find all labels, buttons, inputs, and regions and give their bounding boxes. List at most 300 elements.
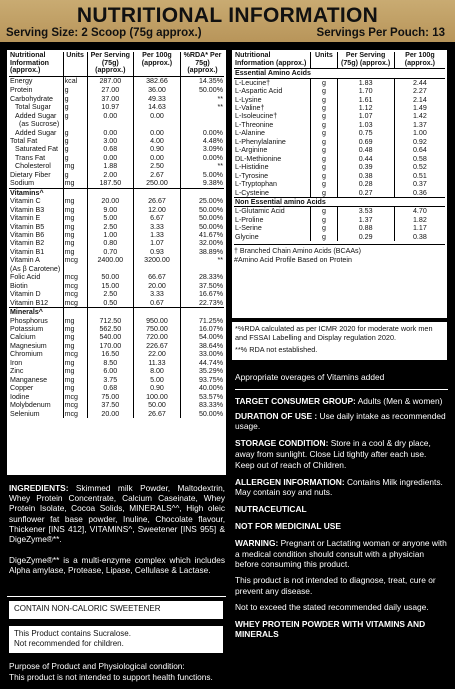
sucralose-box — [9, 626, 223, 653]
table-cell: L-Proline — [235, 215, 264, 224]
table-cell: g — [63, 129, 87, 137]
table-cell: Vitamin A — [10, 256, 40, 265]
table-row — [9, 162, 224, 170]
table-cell: Per 100g (approx.) — [394, 52, 445, 69]
table-row — [234, 78, 445, 87]
table-cell: 3.33 — [133, 290, 180, 298]
table-cell: g — [63, 103, 87, 111]
non-caloric-box: CONTAIN NON-CALORIC SWEETENER — [9, 601, 223, 619]
table-cell: Zinc — [10, 367, 24, 376]
table-cell: mcg — [63, 410, 87, 418]
table-cell: mcg — [63, 273, 87, 281]
table-cell: 37.00 — [87, 95, 133, 103]
table-row — [9, 112, 224, 120]
table-cell: Added Sugar — [15, 111, 57, 120]
table-cell: 44.74% — [181, 359, 225, 367]
table-cell: 2400.00 — [87, 256, 133, 264]
table-cell: mg — [63, 231, 87, 239]
whey-title: WHEY PROTEIN POWDER WITH VITAMINS AND MINERALS — [235, 618, 426, 640]
table-cell: %RDA* Per 75g) (approx.) — [181, 52, 225, 76]
table-row — [9, 410, 224, 418]
table-cell: 2.50 — [87, 290, 133, 298]
table-row — [234, 207, 445, 216]
table-cell: mg — [63, 333, 87, 341]
table-cell: g — [63, 145, 87, 153]
table-cell — [133, 120, 180, 128]
table-cell: 0.00 — [133, 112, 180, 120]
table-cell: 6.67 — [133, 214, 180, 222]
table-cell: L-Alanine — [235, 129, 265, 138]
table-cell — [181, 188, 225, 197]
table-cell: 20.00 — [133, 282, 180, 290]
table-row — [234, 121, 445, 129]
table-header-row — [9, 52, 224, 76]
table-cell: L-Histidine — [235, 163, 269, 172]
table-cell: 0.93 — [133, 248, 180, 256]
table-row — [9, 393, 224, 401]
duration-of-use: DURATION OF USE : Use daily intake as recommended usage. — [235, 410, 446, 432]
nutrition-table-box — [7, 50, 226, 475]
table-cell: 100.00 — [133, 393, 180, 401]
table-row — [9, 214, 224, 222]
table-cell: g — [311, 233, 337, 241]
table-row — [234, 155, 445, 163]
table-cell: 50.00 — [133, 401, 180, 409]
table-cell: 26.67 — [133, 410, 180, 418]
table-cell: 11.33 — [133, 359, 180, 367]
table-cell: Non Essential amino Acids — [234, 197, 445, 206]
table-cell: 8.00 — [133, 367, 180, 375]
table-cell: Vitamins^ — [9, 188, 63, 197]
table-cell: 1.00 — [87, 231, 133, 239]
not-medicinal-label: NOT FOR MEDICINAL USE — [235, 520, 341, 531]
table-cell — [181, 265, 225, 273]
table-cell: 3.75 — [87, 376, 133, 384]
table-row — [9, 350, 224, 358]
table-cell: Magnesium — [10, 341, 47, 350]
table-cell: 2.14 — [394, 96, 445, 104]
table-cell: 50.00% — [181, 223, 225, 231]
table-cell: 720.00 — [133, 333, 180, 341]
table-cell: 0.68 — [87, 145, 133, 153]
table-cell: Molybdenum — [10, 401, 51, 410]
table-cell: DL-Methionine — [235, 154, 282, 163]
table-cell: L-Lysine — [235, 95, 262, 104]
table-cell: mcg — [63, 282, 87, 290]
amino-acid-table — [234, 52, 445, 241]
table-cell: 187.50 — [87, 179, 133, 188]
table-cell: 3.09% — [181, 145, 225, 153]
table-cell — [63, 308, 87, 317]
table-cell — [133, 188, 180, 197]
table-cell: g — [311, 121, 337, 129]
not-exceed-text: Not to exceed the stated recommended daily usage. — [235, 601, 429, 612]
table-cell: 0.39 — [337, 163, 394, 171]
table-cell: mcg — [63, 256, 87, 264]
table-cell: 1.07 — [337, 112, 394, 120]
group-header-row — [234, 197, 445, 206]
table-row — [9, 154, 224, 162]
table-cell: 49.33 — [133, 95, 180, 103]
table-cell: 0.27 — [337, 189, 394, 198]
table-cell: 54.00% — [181, 333, 225, 341]
table-cell: Energy — [10, 76, 33, 85]
warning-text: WARNING: Pregnant or Lactating woman or anyone with a medical condition should consult with a physician before consuming this product. — [235, 537, 447, 570]
table-cell: mg — [63, 162, 87, 170]
table-cell: 66.67 — [133, 273, 180, 281]
table-cell: 0.00 — [87, 129, 133, 137]
table-cell: Sodium — [10, 179, 35, 188]
table-cell: 0.69 — [337, 138, 394, 146]
table-cell: 0.44 — [337, 155, 394, 163]
table-cell: Vitamin B3 — [10, 205, 45, 214]
rda-note-line2: **% RDA not established. — [235, 345, 318, 355]
table-cell: 0.37 — [394, 180, 445, 188]
bcaa-footnote: † Branched Chain Amino Acids (BCAAs) — [234, 247, 361, 256]
table-cell: Per Serving (75g) (approx.) — [87, 52, 133, 76]
table-row — [9, 376, 224, 384]
table-row — [234, 163, 445, 171]
table-cell: 1.17 — [394, 224, 445, 232]
table-cell: Saturated Fat — [15, 145, 58, 154]
table-cell: 5.00 — [133, 376, 180, 384]
table-cell: g — [311, 87, 337, 95]
table-cell: 1.12 — [337, 104, 394, 112]
table-cell: Vitamin E — [10, 214, 41, 223]
table-cell: mg — [63, 239, 87, 247]
table-row — [9, 401, 224, 409]
table-cell: 1.07 — [133, 239, 180, 247]
table-cell: 0.80 — [87, 239, 133, 247]
table-cell: mg — [63, 197, 87, 205]
table-cell: 0.00 — [87, 112, 133, 120]
table-cell: 12.00 — [133, 206, 180, 214]
table-row — [9, 367, 224, 375]
table-cell: 22.73% — [181, 299, 225, 308]
servings-per-pouch: Servings Per Pouch: 13 — [316, 27, 445, 39]
table-cell: Potassium — [10, 324, 44, 333]
serving-size: Serving Size: 2 Scoop (75g approx.) — [6, 27, 202, 39]
table-cell: 5.00 — [87, 214, 133, 222]
table-cell: Total Fat — [10, 137, 38, 145]
table-row — [234, 129, 445, 137]
table-cell: g — [311, 138, 337, 146]
table-cell: 26.67 — [133, 197, 180, 205]
table-cell: 0.00% — [181, 129, 225, 137]
rda-note-line1: *%RDA calculated as per ICMR 2020 for moderate work men and FSSAI Labelling and Display regulation 2020. — [235, 324, 433, 343]
table-cell: 1.37 — [337, 216, 394, 224]
table-cell: L-Tyrosine — [235, 171, 269, 180]
table-cell: g — [311, 224, 337, 232]
table-row — [9, 290, 224, 298]
purpose-line1: Purpose of Product and Physiological condition: — [9, 661, 185, 671]
table-cell: 3.53 — [337, 207, 394, 216]
table-cell: 2.44 — [394, 78, 445, 87]
table-cell: 20.00 — [87, 410, 133, 418]
table-cell: 1.49 — [394, 104, 445, 112]
table-cell: 750.00 — [133, 325, 180, 333]
table-row — [234, 87, 445, 95]
table-cell: 0.70 — [87, 248, 133, 256]
table-cell: 50.00% — [181, 206, 225, 214]
divider — [7, 596, 226, 597]
table-cell: 0.28 — [337, 180, 394, 188]
table-cell: 0.67 — [133, 299, 180, 308]
table-cell: 1.88 — [87, 162, 133, 170]
table-cell: 0.36 — [394, 189, 445, 198]
table-cell: Units — [311, 52, 337, 69]
table-cell: 25.00% — [181, 197, 225, 205]
table-cell: 1.37 — [394, 121, 445, 129]
table-cell: 38.64% — [181, 342, 225, 350]
table-cell: Essential Amino Acids — [234, 69, 445, 78]
table-cell: 36.00 — [133, 86, 180, 94]
table-cell: g — [63, 171, 87, 179]
table-row — [9, 171, 224, 179]
table-row — [9, 76, 224, 86]
table-cell: Nutritional Information (approx.) — [234, 52, 311, 69]
table-cell: L-Isoleucine† — [235, 112, 278, 121]
table-cell: Nutritional Information (approx.) — [9, 52, 63, 76]
table-cell: 10.97 — [87, 103, 133, 111]
table-cell: Glycine — [235, 232, 259, 241]
table-cell — [87, 308, 133, 317]
table-cell: L-Aspartic Acid — [235, 87, 283, 96]
table-cell: 0.38 — [337, 172, 394, 180]
table-cell: Carbohydrate — [10, 94, 53, 103]
table-cell — [87, 265, 133, 273]
table-header-row — [234, 52, 445, 69]
table-cell: 0.00% — [181, 154, 225, 162]
table-cell: 32.00% — [181, 239, 225, 247]
table-cell: 0.90 — [133, 384, 180, 392]
table-cell: 37.50 — [87, 401, 133, 409]
table-cell: ** — [181, 256, 225, 264]
table-cell: 22.00 — [133, 350, 180, 358]
table-row — [234, 112, 445, 120]
table-cell: mg — [63, 367, 87, 375]
table-row — [234, 172, 445, 180]
table-cell — [133, 308, 180, 317]
table-cell: 1.82 — [394, 216, 445, 224]
table-cell: g — [311, 189, 337, 198]
table-cell: Vitamin B2 — [10, 239, 45, 248]
table-cell: Selenium — [10, 409, 40, 418]
table-row — [9, 248, 224, 256]
table-cell: 28.33% — [181, 273, 225, 281]
table-cell: 226.67 — [133, 342, 180, 350]
table-cell: 0.92 — [394, 138, 445, 146]
table-cell: 8.50 — [87, 359, 133, 367]
table-cell: mcg — [63, 393, 87, 401]
table-cell: Dietary Fiber — [10, 170, 51, 179]
table-cell: Vitamin B1 — [10, 247, 45, 256]
table-row — [9, 359, 224, 367]
table-cell: L-Glutamic Acid — [235, 207, 285, 216]
table-cell: mcg — [63, 401, 87, 409]
table-cell: g — [311, 146, 337, 154]
table-cell: 1.03 — [337, 121, 394, 129]
table-cell: 4.00 — [133, 137, 180, 145]
table-cell: mg — [63, 317, 87, 325]
table-cell: 0.75 — [337, 129, 394, 137]
table-cell: L-Serine — [235, 224, 262, 233]
nutrition-table — [9, 52, 224, 418]
table-cell: 83.33% — [181, 401, 225, 409]
table-cell: 287.00 — [87, 76, 133, 86]
table-row — [9, 333, 224, 341]
table-cell: 35.29% — [181, 367, 225, 375]
table-cell: 14.35% — [181, 76, 225, 86]
table-cell: 71.25% — [181, 317, 225, 325]
table-cell: Total Sugar — [15, 103, 51, 112]
table-cell: 1.00 — [394, 129, 445, 137]
table-cell: 0.29 — [337, 233, 394, 241]
table-cell: 0.52 — [394, 163, 445, 171]
amino-profile-footnote: #Amino Acid Profile Based on Protein — [234, 255, 352, 264]
table-cell: 6.00 — [87, 367, 133, 375]
table-cell: Manganese — [10, 375, 48, 384]
table-cell: mg — [63, 179, 87, 188]
table-cell: mcg — [63, 290, 87, 298]
table-cell: 16.50 — [87, 350, 133, 358]
table-row — [9, 197, 224, 205]
table-row — [9, 299, 224, 308]
digezyme-text: DigeZyme®** is a multi-enzyme complex which includes Alpha amylase, Protease, Lipase, Cellulase & Lactase. — [9, 555, 225, 576]
table-cell: 0.90 — [133, 145, 180, 153]
table-cell: mg — [63, 359, 87, 367]
table-cell: Units — [63, 52, 87, 76]
table-cell: 250.00 — [133, 179, 180, 188]
table-cell: 0.00 — [133, 154, 180, 162]
allergen-info: ALLERGEN INFORMATION: Contains Milk ingredients. May contain soy and nuts. — [235, 476, 443, 498]
table-cell: 562.50 — [87, 325, 133, 333]
ingredients: INGREDIENTS: Skimmed milk Powder, Maltodextrin, Whey Protein Concentrate, Calcium Caseinate, Whey Protein Isolate, Cocoa Solids, MINERALS^^, High oleic sunflower fat base powder, Inuline, Chocolate flavour, Thickener [INS 412], VITAMINS^, Sweetener [INS 955] & DigeZyme®**. — [9, 483, 225, 545]
table-cell — [181, 120, 225, 128]
table-cell: L-Phenylalanine — [235, 137, 286, 146]
table-cell: 75.00 — [87, 393, 133, 401]
table-cell: 950.00 — [133, 317, 180, 325]
table-row — [9, 256, 224, 264]
table-cell: Chromium — [10, 350, 43, 359]
table-cell — [63, 188, 87, 197]
table-cell: 9.38% — [181, 179, 225, 188]
table-row — [9, 206, 224, 214]
table-cell: L-Threonine — [235, 120, 274, 129]
table-cell: 0.00 — [133, 129, 180, 137]
table-cell: Biotin — [10, 281, 28, 290]
table-cell: 5.00% — [181, 171, 225, 179]
table-cell: 40.00% — [181, 384, 225, 392]
table-cell: g — [311, 155, 337, 163]
table-row — [9, 129, 224, 137]
page-title: NUTRITIONAL INFORMATION — [76, 4, 379, 27]
table-row — [234, 96, 445, 104]
table-row — [9, 342, 224, 350]
sucralose-line1: This Product contains Sucralose. — [14, 629, 131, 638]
overages-text: Appropriate overages of Vitamins added — [235, 372, 385, 382]
table-row — [9, 137, 224, 145]
not-intended-text: This product is not intended to diagnose, treat, cure or prevent any disease. — [235, 575, 436, 596]
table-cell: 2.27 — [394, 87, 445, 95]
table-row — [9, 384, 224, 392]
table-cell: (As β Carotene) — [10, 264, 61, 273]
target-consumer: TARGET CONSUMER GROUP: Adults (Men & women) — [235, 395, 443, 406]
table-cell: 50.00% — [181, 214, 225, 222]
table-cell: g — [311, 78, 337, 87]
table-row — [234, 138, 445, 146]
table-cell: 53.57% — [181, 393, 225, 401]
table-cell: 4.48% — [181, 137, 225, 145]
table-cell: Folic Acid — [10, 273, 41, 282]
table-cell: mcg — [63, 350, 87, 358]
table-cell — [181, 308, 225, 317]
table-cell: 41.67% — [181, 231, 225, 239]
table-cell: 0.58 — [394, 155, 445, 163]
table-row — [234, 224, 445, 232]
table-cell: 4.70 — [394, 207, 445, 216]
table-cell: 2.50 — [133, 162, 180, 170]
table-cell: ** — [181, 162, 225, 170]
table-row — [9, 231, 224, 239]
table-row — [9, 239, 224, 247]
divider — [235, 389, 448, 390]
table-cell — [133, 265, 180, 273]
table-cell: g — [311, 129, 337, 137]
table-cell: 1.83 — [337, 78, 394, 87]
table-cell: 0.48 — [337, 146, 394, 154]
table-cell: g — [63, 137, 87, 145]
table-cell: 50.00% — [181, 86, 225, 94]
table-cell: 0.38 — [394, 233, 445, 241]
table-row — [9, 325, 224, 333]
table-cell: 20.00 — [87, 197, 133, 205]
table-cell: Vitamin B6 — [10, 230, 45, 239]
table-cell: g — [311, 104, 337, 112]
table-cell: L-Arginine — [235, 146, 268, 155]
table-cell: L-Cysteine — [235, 188, 269, 197]
table-cell: 9.00 — [87, 206, 133, 214]
table-cell: 50.00 — [87, 273, 133, 281]
table-cell: 170.00 — [87, 342, 133, 350]
table-cell: 0.51 — [394, 172, 445, 180]
table-cell: mcg — [63, 299, 87, 308]
table-row — [9, 282, 224, 290]
table-cell: 93.75% — [181, 376, 225, 384]
table-cell: 2.50 — [87, 223, 133, 231]
table-cell: 2.00 — [87, 171, 133, 179]
table-cell: 0.50 — [87, 299, 133, 308]
table-cell — [87, 120, 133, 128]
table-row — [234, 189, 445, 198]
table-cell: mg — [63, 206, 87, 214]
table-cell: Per Serving (75g) (approx.) — [337, 52, 394, 69]
table-cell: (as Sucrose) — [19, 120, 60, 129]
table-cell: 27.00 — [87, 86, 133, 94]
table-cell: 15.00 — [87, 282, 133, 290]
table-cell: Iodine — [10, 392, 30, 401]
table-cell — [63, 265, 87, 273]
table-cell: g — [311, 172, 337, 180]
table-cell: g — [63, 154, 87, 162]
table-cell: 382.66 — [133, 76, 180, 86]
table-cell: g — [311, 180, 337, 188]
table-cell: Added Sugar — [15, 128, 57, 137]
table-cell: 540.00 — [87, 333, 133, 341]
table-cell: 3.33 — [133, 223, 180, 231]
table-cell: Vitamin B5 — [10, 222, 45, 231]
table-cell: 14.63 — [133, 103, 180, 111]
